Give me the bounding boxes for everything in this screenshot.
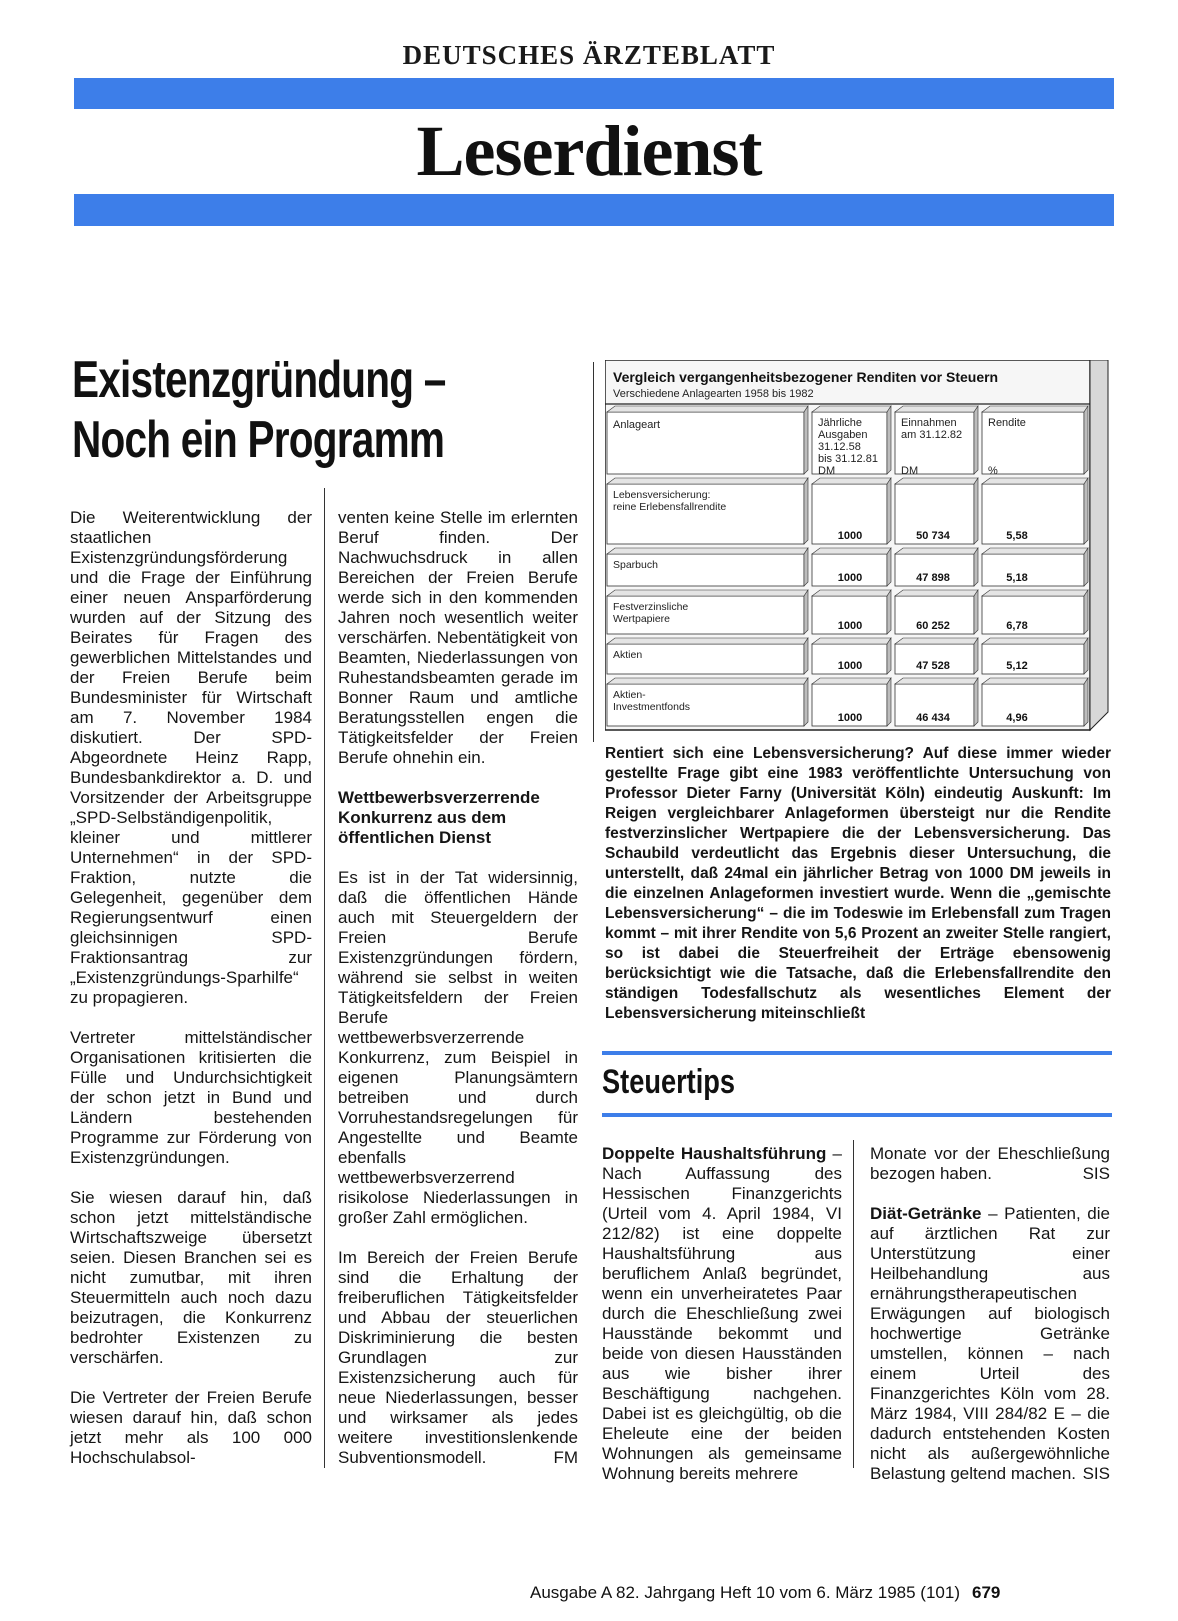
tip-text: – Nach Auffassung des Hessischen Finanzgerichts (Urteil vom 4. April 1984, VI 212/82) ist eine doppelte Haushaltsführung aus beruflichem Anlaß begründet, wenn ein unverheiratetes Paar durch die Eheschließung zwei Hausstände bekommt und beide von diesen Hausständen aus wie bisher ihrer Beschäftigung nachgehen. Dabei ist es gleichgültig, ob die Eheleute eine der beiden Wohnungen als gemeinsame Wohnung bereits mehrere: [602, 1144, 842, 1483]
returns-table-chart: [605, 360, 1115, 740]
value-rendite: 5,12: [1006, 660, 1028, 672]
row-label-line: Aktien-: [613, 689, 646, 701]
tip-diaet-getraenke: [870, 1204, 1110, 1484]
tips-column-1: [602, 1144, 842, 1484]
row-label-line: Lebensversicherung:: [613, 489, 711, 501]
cell-top-face: [607, 478, 808, 484]
cell-top-face: [812, 548, 891, 554]
cell-side-face: [974, 678, 978, 726]
row-label-line: reine Erlebensfallrendite: [613, 501, 727, 513]
cell-side-face: [887, 406, 891, 474]
cell-side-face: [1084, 638, 1088, 674]
tip-lead: Diät-Getränke: [870, 1204, 982, 1223]
row-label: [613, 559, 658, 571]
row-label-line: Investmentfonds: [613, 701, 691, 713]
cell-side-face: [804, 638, 808, 674]
chart-caption: Rentiert sich eine Lebensversicherung? Auf diese immer wieder gestellte Frage gibt eine 1983 veröffentlichte Untersuchung von Professor Dieter Farny (Universität Köln) eindeutig Auskunft: Im Reigen vergleichbarer Anlageformen übersteigt nur die Rendite festverzinslicher Wertpapiere die der Lebensversicherung. Das Schaubild verdeutlicht das Ergebnis dieser Untersuchung, die unterstellt, daß 24mal ein jährlicher Betrag von 1000 DM jeweils in die einzelnen Anlageformen investiert wurde. Wenn die „gemischte Lebensversicherung“ – die im Todeswie im Erlebensfall zum Tragen kommt – mit ihrer Rendite von 5,6 Prozent an zweiter Stelle rangiert, so ist dabei die Steuerfreiheit der Erträge ebensowenig berücksichtigt wie die Tatsache, daß die Erlebensfallrendite den ständigen Todesfallschutz als wesentliches Element der Lebensversicherung miteinschließt: [605, 745, 1111, 1022]
value-einnahmen: 50 734: [916, 530, 950, 542]
tip-lead: Doppelte Haushaltsführung: [602, 1144, 827, 1163]
headline-line-1: Existenzgründung –: [72, 351, 446, 409]
col-unit-einnahmen: DM: [901, 465, 919, 477]
cell-top-face: [982, 678, 1088, 684]
tip-doppelte-haushaltsfuehrung: [602, 1144, 842, 1484]
headline-line-2: Noch ein Programm: [72, 411, 445, 469]
cell-top-face: [895, 590, 978, 596]
value-ausgaben: 1000: [837, 660, 863, 672]
tips-top-bar: [602, 1051, 1112, 1055]
row-label-line: Festverzinsliche: [613, 601, 689, 613]
value-ausgaben: 1000: [837, 712, 863, 724]
tip-text: – Patienten, die auf ärztlichen Rat zur Unterstützung einer Heilbehandlung aus ernährungstherapeutischen Erwägungen auf biologisch hochwertige Getränke umstellen, können – nach einem Urteil des Finanzgerichtes Köln vom 28. März 1984, VIII 284/82 E – die dadurch entstehenden Kosten nicht als außergewöhnliche Belastung geltend machen.: [870, 1204, 1110, 1483]
value-rendite: 4,96: [1006, 712, 1028, 724]
paragraph: Die Vertreter der Freien Berufe wiesen darauf hin, daß schon jetzt mehr als 100 000 Hochschulabsol-: [70, 1388, 312, 1467]
tip-signature: SIS: [1082, 1164, 1110, 1183]
author-signature: FM: [553, 1448, 578, 1467]
column-divider: [324, 488, 325, 1468]
cell-side-face: [887, 678, 891, 726]
col-unit-ausgaben: DM: [818, 465, 836, 477]
value-ausgaben: 1000: [837, 530, 863, 542]
cell-side-face: [1084, 406, 1088, 474]
cell-top-face: [982, 406, 1088, 412]
table-cell: [982, 596, 1084, 634]
page-number: 679: [972, 1583, 1001, 1602]
col-header-anlageart: Anlageart: [613, 419, 661, 431]
footer-issue: Ausgabe A 82. Jahrgang Heft 10 vom 6. März 1985 (101): [530, 1583, 960, 1602]
value-rendite: 5,18: [1006, 572, 1028, 584]
cell-top-face: [812, 406, 891, 412]
value-rendite: 6,78: [1006, 620, 1028, 632]
cell-side-face: [974, 406, 978, 474]
cell-side-face: [1084, 478, 1088, 544]
cell-top-face: [895, 548, 978, 554]
cell-top-face: [895, 406, 978, 412]
paragraph: [338, 1248, 578, 1468]
header-bottom-bar: [74, 194, 1114, 226]
tips-column-2: [870, 1144, 1110, 1484]
chart-divider: [593, 362, 594, 742]
value-einnahmen: 46 434: [916, 712, 950, 724]
article-column-1: [70, 508, 312, 1488]
cell-side-face: [887, 478, 891, 544]
paragraph: Sie wiesen darauf hin, daß schon jetzt mittelständische Wirtschaftszweige übersetzt seien. Diesen Branchen sei es nicht zumutbar, mit ihren Steuermitteln auch noch dazu beizutragen, die Konkurrenz bedrohter Existenzen zu verschärfen.: [70, 1188, 312, 1367]
cell-top-face: [812, 478, 891, 484]
value-einnahmen: 47 898: [916, 572, 950, 584]
cell-side-face: [887, 638, 891, 674]
page-footer: [530, 1583, 1110, 1603]
cell-top-face: [812, 638, 891, 644]
cell-side-face: [804, 590, 808, 634]
value-rendite: 5,58: [1006, 530, 1028, 542]
cell-top-face: [982, 590, 1088, 596]
article-column-2: [338, 508, 578, 1468]
cell-top-face: [607, 678, 808, 684]
row-label: [613, 489, 726, 513]
cell-top-face: [812, 678, 891, 684]
journal-title: DEUTSCHES ÄRZTEBLATT: [402, 40, 776, 70]
paragraph: Es ist in der Tat widersinnig, daß die öffentlichen Hände auch mit Steuergeldern der Freien Berufe Existenzgründungen fördern, während sie selbst in weiten Tätigkeitsfeldern der Freien Berufe wettbewerbsverzerrende Konkurrenz, zum Beispiel in eigenen Planungsämtern betreiben und durch Vorruhestandsregelungen für Angestellte und Beamte ebenfalls wettbewerbsverzerrend risikolose Niederlassungen in großer Zahl ermöglichen.: [338, 868, 578, 1227]
value-einnahmen: 60 252: [916, 620, 950, 632]
header-top-bar: [74, 78, 1114, 109]
paragraph: Die Weiterentwicklung der staatlichen Existenzgründungsförderung und die Frage der Einführung einer neuen Ansparförderung wurden auf der Sitzung des Beirates für Fragen des gewerblichen Mittelstandes und der Freien Berufe beim Bundesminister für Wirtschaft am 7. November 1984 diskutiert. Der SPD-Abgeordnete Heinz Rapp, Bundesbankdirektor a. D. und Vorsitzender der Arbeitsgruppe „SPD-Selbständigenpolitik, kleiner und mittlerer Unternehmen“ in der SPD-Fraktion, nutzte die Gelegenheit, gegenüber dem Regierungsentwurf einen gleichsinnigen SPD-Fraktionsantrag zur „Existenzgründungs-Sparhilfe“ zu propagieren.: [70, 508, 312, 1007]
col-header-einnahmen: Einnahmen am 31.12.82: [901, 417, 963, 441]
chart-subtitle: Verschiedene Anlagearten 1958 bis 1982: [613, 388, 814, 400]
table-cell: [982, 684, 1084, 726]
tips-title: Steuertips: [602, 1063, 736, 1101]
paragraph: Vertreter mittelständischer Organisationen kritisierten die Fülle und Undurchsichtigkeit der schon jetzt in Bund und Ländern bestehenden Programme zur Förderung von Existenzgründungen.: [70, 1028, 312, 1167]
table-cell: [982, 484, 1084, 544]
cell-side-face: [804, 548, 808, 586]
cell-side-face: [974, 548, 978, 586]
cell-top-face: [982, 638, 1088, 644]
cell-top-face: [607, 590, 808, 596]
chart-svg: [605, 360, 1115, 740]
value-einnahmen: 47 528: [916, 660, 950, 672]
cell-side-face: [1084, 678, 1088, 726]
cell-top-face: [982, 548, 1088, 554]
cell-side-face: [887, 548, 891, 586]
col-unit-rendite: %: [988, 465, 998, 477]
cell-side-face: [974, 478, 978, 544]
cell-top-face: [895, 678, 978, 684]
tip-text: Monate vor der Eheschließung bezogen haben.: [870, 1144, 1110, 1183]
article-headline: [72, 350, 462, 470]
chart-title: Vergleich vergangenheitsbezogener Renditen vor Steuern: [613, 369, 999, 385]
cell-top-face: [895, 478, 978, 484]
section-title: Leserdienst: [416, 111, 762, 191]
chart-grid: [605, 360, 1108, 730]
cell-top-face: [895, 638, 978, 644]
cell-top-face: [982, 478, 1088, 484]
table-cell: [982, 644, 1084, 674]
cell-side-face: [974, 590, 978, 634]
col-header-ausgaben: Jährliche Ausgaben 31.12.58 bis 31.12.81: [818, 417, 878, 465]
column-divider: [853, 1140, 854, 1468]
cell-side-face: [804, 678, 808, 726]
cell-side-face: [804, 406, 808, 474]
cell-side-face: [887, 590, 891, 634]
cell-top-face: [812, 590, 891, 596]
tip-signature: SIS: [1082, 1464, 1110, 1483]
cell-top-face: [607, 638, 808, 644]
value-ausgaben: 1000: [837, 572, 863, 584]
cell-side-face: [1084, 548, 1088, 586]
row-label-line: Wertpapiere: [613, 613, 671, 625]
row-label-line: Sparbuch: [613, 559, 658, 571]
col-header-rendite: Rendite: [988, 417, 1026, 429]
subheading: Wettbewerbsverzerrende Konkurrenz aus dem öffentlichen Dienst: [338, 788, 540, 847]
table-cell: [982, 554, 1084, 586]
cell-side-face: [974, 638, 978, 674]
cell-top-face: [607, 406, 808, 412]
paragraph-text: Im Bereich der Freien Berufe sind die Erhaltung der freiberuflichen Tätigkeitsfelder und Abbau der steuerlichen Diskriminierung die besten Grundlagen zur Existenzsicherung auch für neue Niederlassungen, besser und wirksamer als jedes weitere investitionslenkende Subventionsmodell.: [338, 1248, 578, 1467]
paragraph: venten keine Stelle im erlernten Beruf finden. Der Nachwuchsdruck in allen Bereichen der Freien Berufe werde sich in den kommenden Jahren noch wesentlich weiter verschärfen. Nebentätigkeit von Beamten, Niederlassungen von Ruhestandsbeamten gerade im Bonner Raum und amtliche Beratungsstellen engen die Tätigkeitsfelder der Freien Berufe ohnehin ein.: [338, 508, 578, 767]
tip-continuation: [870, 1144, 1110, 1184]
row-label-line: Aktien: [613, 649, 643, 661]
cell-side-face: [804, 478, 808, 544]
cell-side-face: [1084, 590, 1088, 634]
row-label: [613, 649, 642, 661]
cell-top-face: [607, 548, 808, 554]
tips-bottom-bar: [602, 1113, 1112, 1117]
chart-frame-side: [1090, 360, 1108, 730]
value-ausgaben: 1000: [837, 620, 863, 632]
